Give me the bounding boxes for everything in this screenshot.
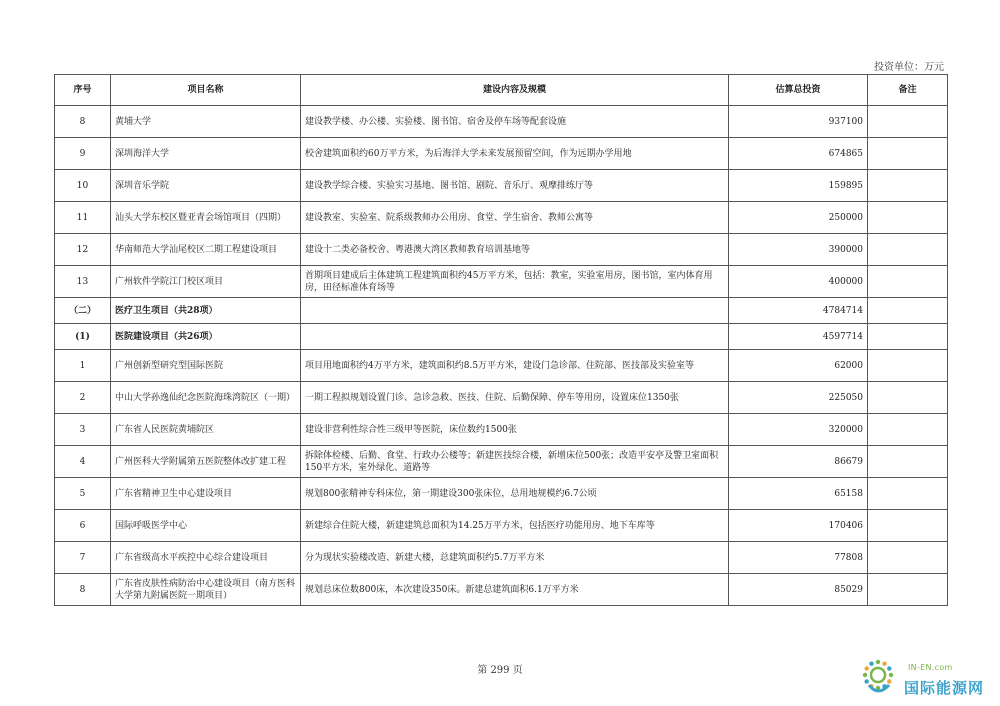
- table-row: [55, 478, 948, 510]
- cell-project-name: 广州软件学院江门校区项目: [111, 266, 301, 298]
- header-project-name: 项目名称: [111, 75, 301, 106]
- table-row: [55, 234, 948, 266]
- cell-note: [868, 350, 948, 382]
- cell-note: [868, 138, 948, 170]
- cell-project-name: 广州医科大学附属第五医院整体改扩建工程: [111, 446, 301, 478]
- sun-ray-dot: [865, 666, 869, 670]
- header-total-investment: 估算总投资: [729, 75, 868, 106]
- cell-content-scale: 一期工程拟规划设置门诊、急诊急救、医技、住院、后勤保障、停车等用房，设置床位1350张: [301, 382, 729, 414]
- cell-no: 7: [55, 542, 111, 574]
- cell-total-investment: 937100: [729, 106, 868, 138]
- cell-no: 8: [55, 574, 111, 606]
- cell-no: 2: [55, 382, 111, 414]
- cell-total-investment: 390000: [729, 234, 868, 266]
- sun-logo-icon: [858, 655, 898, 701]
- cell-project-name: 广州创新型研究型国际医院: [111, 350, 301, 382]
- cell-total-investment: 250000: [729, 202, 868, 234]
- cell-total-investment: 674865: [729, 138, 868, 170]
- cell-project-name: 广东省精神卫生中心建设项目: [111, 478, 301, 510]
- cell-project-name: 深圳音乐学院: [111, 170, 301, 202]
- cell-no: 11: [55, 202, 111, 234]
- table-row: [55, 382, 948, 414]
- sun-ray-dot: [865, 679, 869, 683]
- cell-note: [868, 324, 948, 350]
- sun-ray-dot: [887, 666, 891, 670]
- sun-ray-dot: [876, 660, 880, 664]
- cell-total-investment: 86679: [729, 446, 868, 478]
- table-row: [55, 414, 948, 446]
- cell-content-scale: 建设教学综合楼、实验实习基地、图书馆、剧院、音乐厅、观摩排练厅等: [301, 170, 729, 202]
- cell-note: [868, 106, 948, 138]
- watermark-logo: [858, 655, 998, 703]
- table-row: [55, 574, 948, 606]
- table-row: [55, 266, 948, 298]
- cell-note: [868, 542, 948, 574]
- table-row: [55, 446, 948, 478]
- cell-content-scale: 建设非营利性综合性三级甲等医院，床位数约1500张: [301, 414, 729, 446]
- cell-no: (1): [55, 324, 111, 350]
- cell-note: [868, 510, 948, 542]
- cell-total-investment: 65158: [729, 478, 868, 510]
- cell-content-scale: 建设教室、实验室、院系级教师办公用房、食堂、学生宿舍、教师公寓等: [301, 202, 729, 234]
- cell-total-investment: 85029: [729, 574, 868, 606]
- cell-no: （二）: [55, 298, 111, 324]
- table-row: [55, 202, 948, 234]
- cell-content-scale: 分为现状实验楼改造、新建大楼，总建筑面积约5.7万平方米: [301, 542, 729, 574]
- cell-no: 5: [55, 478, 111, 510]
- header-note: 备注: [868, 75, 948, 106]
- sun-ray-dot: [869, 662, 873, 666]
- cell-content-scale: 新建综合住院大楼，新建建筑总面积为14.25万平方米，包括医疗功能用房、地下车库等: [301, 510, 729, 542]
- table-row: [55, 138, 948, 170]
- table-row: [55, 542, 948, 574]
- cell-project-name: 国际呼吸医学中心: [111, 510, 301, 542]
- section-row: [55, 298, 948, 324]
- cell-project-name: 黄埔大学: [111, 106, 301, 138]
- cell-project-name: 医院建设项目（共26项）: [111, 324, 301, 350]
- cell-note: [868, 574, 948, 606]
- cell-content-scale: 校舍建筑面积约60万平方米，为后海洋大学未来发展预留空间，作为远期办学用地: [301, 138, 729, 170]
- table-row: [55, 170, 948, 202]
- cell-no: 8: [55, 106, 111, 138]
- watermark-en-text: IN-EN.com: [908, 663, 953, 672]
- cell-content-scale: 建设教学楼、办公楼、实验楼、图书馆、宿舍及停车场等配套设施: [301, 106, 729, 138]
- sun-ray-dot: [887, 679, 891, 683]
- cell-note: [868, 266, 948, 298]
- cell-no: 3: [55, 414, 111, 446]
- cell-no: 12: [55, 234, 111, 266]
- cell-project-name: 华南师范大学汕尾校区二期工程建设项目: [111, 234, 301, 266]
- cell-total-investment: 77808: [729, 542, 868, 574]
- sun-ray-dot: [889, 673, 893, 677]
- watermark-cn-text: 国际能源网: [904, 679, 985, 697]
- table-header-row: [55, 75, 948, 106]
- cell-project-name: 广东省人民医院黄埔院区: [111, 414, 301, 446]
- cell-content-scale: 规划总床位数800床，本次建设350床。新建总建筑面积6.1万平方米: [301, 574, 729, 606]
- table-row: [55, 510, 948, 542]
- table-body: [55, 106, 948, 606]
- sun-ray-dot: [863, 673, 867, 677]
- section-row: [55, 324, 948, 350]
- cell-note: [868, 170, 948, 202]
- cell-project-name: 广东省级高水平疾控中心综合建设项目: [111, 542, 301, 574]
- cell-note: [868, 478, 948, 510]
- cell-project-name: 广东省皮肤性病防治中心建设项目（南方医科大学第九附属医院一期项目）: [111, 574, 301, 606]
- cell-note: [868, 202, 948, 234]
- cell-no: 1: [55, 350, 111, 382]
- sun-ray-dot: [882, 662, 886, 666]
- cell-total-investment: 159895: [729, 170, 868, 202]
- cell-total-investment: 4597714: [729, 324, 868, 350]
- cell-total-investment: 62000: [729, 350, 868, 382]
- cell-project-name: 中山大学孙逸仙纪念医院海珠湾院区（一期）: [111, 382, 301, 414]
- cell-total-investment: 320000: [729, 414, 868, 446]
- cell-content-scale: 拆除体检楼、后勤、食堂、行政办公楼等；新建医技综合楼，新增床位500张；改造平安亭及警卫室面积150平方米，室外绿化、道路等: [301, 446, 729, 478]
- cell-total-investment: 225050: [729, 382, 868, 414]
- cell-no: 10: [55, 170, 111, 202]
- cell-content-scale: 规划800张精神专科床位，第一期建设300张床位，总用地规模约6.7公顷: [301, 478, 729, 510]
- cell-content-scale: [301, 324, 729, 350]
- cell-no: 9: [55, 138, 111, 170]
- cell-project-name: 医疗卫生项目（共28项）: [111, 298, 301, 324]
- cell-project-name: 汕头大学东校区暨亚青会场馆项目（四期）: [111, 202, 301, 234]
- cell-content-scale: 项目用地面积约4万平方米，建筑面积约8.5万平方米，建设门急诊部、住院部、医技部及实验室等: [301, 350, 729, 382]
- page-number: 第 299 页: [477, 665, 523, 676]
- cell-note: [868, 234, 948, 266]
- cell-total-investment: 170406: [729, 510, 868, 542]
- investment-unit-label: 投资单位：万元: [874, 62, 944, 73]
- cell-total-investment: 4784714: [729, 298, 868, 324]
- cell-no: 4: [55, 446, 111, 478]
- table-row: [55, 350, 948, 382]
- cell-content-scale: [301, 298, 729, 324]
- cell-project-name: 深圳海洋大学: [111, 138, 301, 170]
- cell-content-scale: 建设十二类必备校舍、粤港澳大湾区教师教育培训基地等: [301, 234, 729, 266]
- cell-note: [868, 414, 948, 446]
- header-content-scale: 建设内容及规模: [301, 75, 729, 106]
- cell-no: 13: [55, 266, 111, 298]
- cell-note: [868, 382, 948, 414]
- cell-no: 6: [55, 510, 111, 542]
- cell-note: [868, 446, 948, 478]
- cell-content-scale: 首期项目建成后主体建筑工程建筑面积约45万平方米，包括：教室，实验室用房，图书馆，室内体育用房，田径标准体育场等: [301, 266, 729, 298]
- cell-total-investment: 400000: [729, 266, 868, 298]
- header-no: 序号: [55, 75, 111, 106]
- table-row: [55, 106, 948, 138]
- project-table: [54, 74, 948, 606]
- cell-note: [868, 298, 948, 324]
